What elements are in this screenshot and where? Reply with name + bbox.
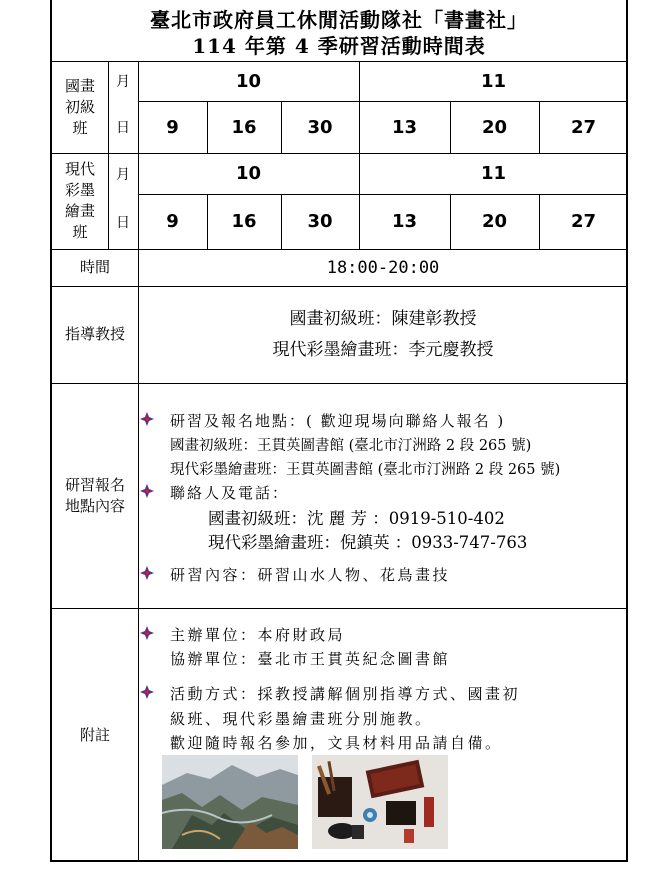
- class1-day: 9: [166, 116, 179, 138]
- organizer: 主辦單位：本府財政局: [170, 626, 346, 644]
- diamond-bullet-icon: [140, 412, 154, 426]
- schedule-sheet: [50, 0, 628, 862]
- notes-label: 附註: [79, 725, 110, 744]
- class1-name: [52, 61, 108, 153]
- location-label: [52, 383, 138, 608]
- time-label: 時間: [79, 258, 110, 276]
- time-value: 18:00-20:00: [326, 257, 440, 278]
- class1-day: 30: [307, 116, 333, 138]
- class1-day: 20: [481, 116, 508, 138]
- diamond-bullet-icon: [140, 685, 154, 699]
- diamond-bullet-icon: [140, 484, 154, 498]
- instructor-line: 現代彩墨繪畫班：李元慶教授: [272, 339, 494, 360]
- diamond-bullet-icon: [140, 626, 154, 640]
- contact-heading: 聯絡人及電話：: [170, 484, 290, 502]
- class2-day: 13: [391, 211, 418, 232]
- class2-name-line: 現代: [64, 160, 95, 178]
- calligraphy-tools-image: [312, 755, 448, 849]
- class1-day-label: 日: [116, 120, 130, 136]
- class2-day: 27: [570, 211, 597, 232]
- diamond-bullet-icon: [140, 566, 154, 580]
- class2-day: 16: [231, 211, 257, 232]
- landscape-painting-image: [162, 755, 298, 849]
- method-line: 級班、現代彩墨繪畫班分別施教。: [170, 710, 433, 728]
- location-label-line: 地點內容: [64, 496, 125, 515]
- class2-month: 10: [235, 163, 262, 184]
- instructors-list: [138, 286, 628, 383]
- title-line-1: 臺北市政府員工休閒活動隊社「書畫社」: [150, 8, 528, 32]
- class2-day: 9: [166, 211, 179, 232]
- class2-name: [52, 153, 108, 249]
- location-label-line: 研習報名: [64, 475, 125, 494]
- class1-month: 11: [480, 70, 507, 92]
- location-place: 國畫初級班：王貫英圖書館 (臺北市汀洲路 2 段 265 號): [170, 438, 532, 454]
- contact-line: 現代彩墨繪畫班：倪鎮英 ：0933-747-763: [208, 533, 528, 552]
- class1-name-line: 國畫: [64, 76, 95, 95]
- location-heading: 研習及報名地點：( 歡迎現場向聯絡人報名 ): [170, 412, 506, 430]
- class1-day: 27: [570, 116, 597, 138]
- class2-name-line: 班: [72, 223, 88, 241]
- class2-name-line: 繪畫: [64, 202, 95, 220]
- class2-name-line: 彩墨: [64, 181, 95, 199]
- class2-day: 30: [307, 211, 333, 232]
- class2-day-label: 日: [116, 214, 130, 231]
- class1-name-line: 班: [72, 118, 88, 137]
- title-line-2: 114 年第 4 季研習活動時間表: [192, 34, 486, 58]
- class1-month-label: 月: [116, 74, 130, 90]
- class1-month: 10: [235, 70, 262, 92]
- instructor-line: 國畫初級班：陳建彰教授: [289, 308, 477, 329]
- welcome-note: 歡迎隨時報名參加，文具材料用品請自備。: [170, 734, 503, 752]
- class2-month: 11: [480, 163, 507, 184]
- course-content: 研習內容：研習山水人物、花鳥畫技: [170, 566, 451, 584]
- method-line: 活動方式：採教授講解個別指導方式、國畫初: [170, 685, 521, 703]
- contact-line: 國畫初級班：沈 麗 芳 ：0919-510-402: [208, 509, 505, 528]
- class1-name-line: 初級: [64, 97, 95, 116]
- co-organizer: 協辦單位：臺北市王貫英紀念圖書館: [170, 650, 451, 668]
- class2-month-label: 月: [116, 166, 130, 183]
- class1-day: 13: [391, 116, 418, 138]
- class1-day: 16: [231, 116, 257, 138]
- class2-day: 20: [481, 211, 508, 232]
- instructors-label: 指導教授: [64, 325, 125, 343]
- location-place: 現代彩墨繪畫班：王貫英圖書館 (臺北市汀洲路 2 段 265 號): [170, 462, 561, 478]
